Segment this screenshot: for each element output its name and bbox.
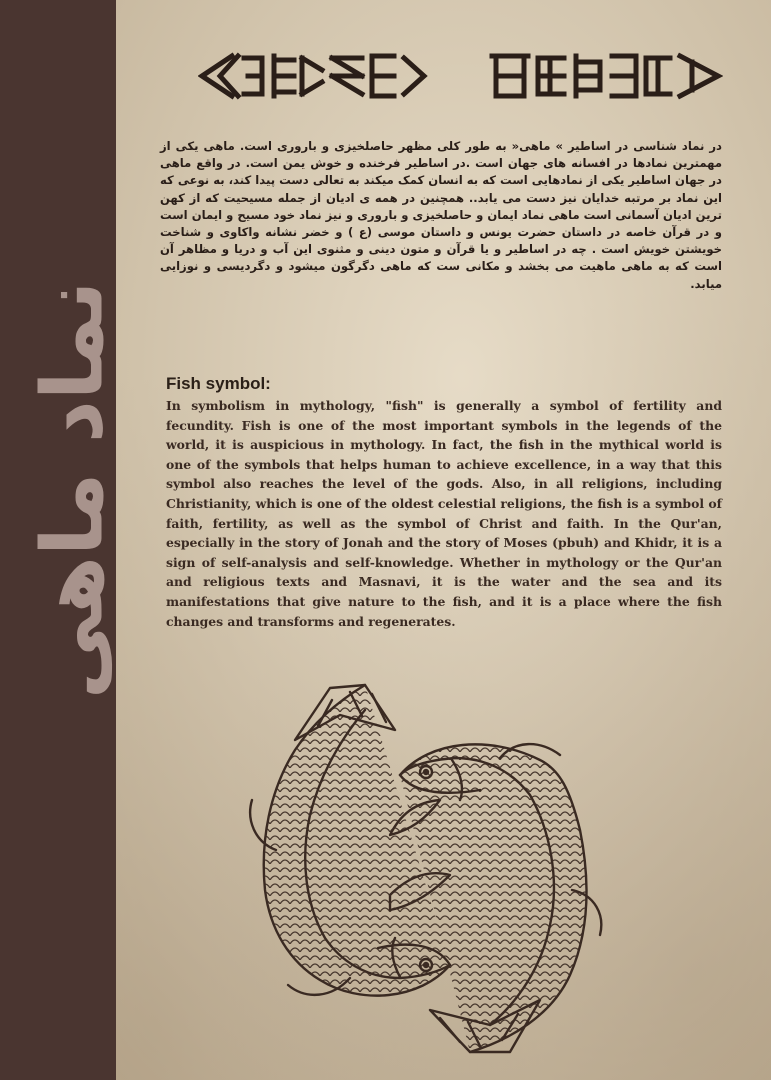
persian-paragraph: در نماد شناسی در اساطیر » ماهی« به طور کلی مظهر حاصلخیزی و باروری است. ماهی یکی از مهمترین نمادها در افسانه های جهان است .در اساطیر فرخنده و خوش یمن است. در واقع ماهی در جهان اساطیر یکی از نمادهایی است که به انسان کمک میکند به تعالی دست پیدا کند، به نوعی که این نماد بر مرتبه خدایان نیز دست می یابد.. همچنین در همه ی ادیان از جمله مسیحیت که از کهن ترین ادیان آسمانی است ماهی نماد ایمان و حاصلخیزی و باروری و نیز نماد خود مسیح و ایمان است و در قرآن خاصه در داستان حضرت یونس و داستان موسی (ع ) و خضر نشانه واکاوی و شناخت خویشتن خویش است . چه در اساطیر و یا قرآن و متون دینی و مثنوی این آب و دریا و مظاهر آن است که به ماهی ماهیت می بخشد و مکانی ست که ماهی دگرگون میشود و دگردیسی و نوزایی میابد. <box>160 139 722 291</box>
english-heading: Fish symbol: <box>166 374 271 393</box>
english-paragraph: In symbolism in mythology, "fish" is generally a symbol of fertility and fecundity. Fish is one of the most important symbols in the legends of the world, it is auspicious in mythology. In fact, the fish in the mythical world is one of the symbols that helps human to achieve excellence, in a way that this symbol also reaches the level of the gods. Also, in all religions, including Christianity, which is one of the oldest celestial religions, the fish is a symbol of faith, fertility, as well as the symbol of Christ and faith. In the Qur'an, especially in the story of Jonah and the story of Moses (pbuh) and Khidr, it is a sign of self-analysis and self-knowledge. Whether in mythology or the Qur'an and religious texts and Masnavi, it is the water and the sea and its manifestations that give nature to the fish, and it is a place where the fish changes and transforms and regenerates. <box>166 398 722 629</box>
vertical-title <box>14 180 130 800</box>
vertical-title-text: نماد ماهی <box>23 280 121 700</box>
two-fish-pisces-icon <box>240 680 610 1060</box>
sidebar-band <box>0 0 121 1080</box>
cuneiform-script-icon <box>198 48 723 104</box>
